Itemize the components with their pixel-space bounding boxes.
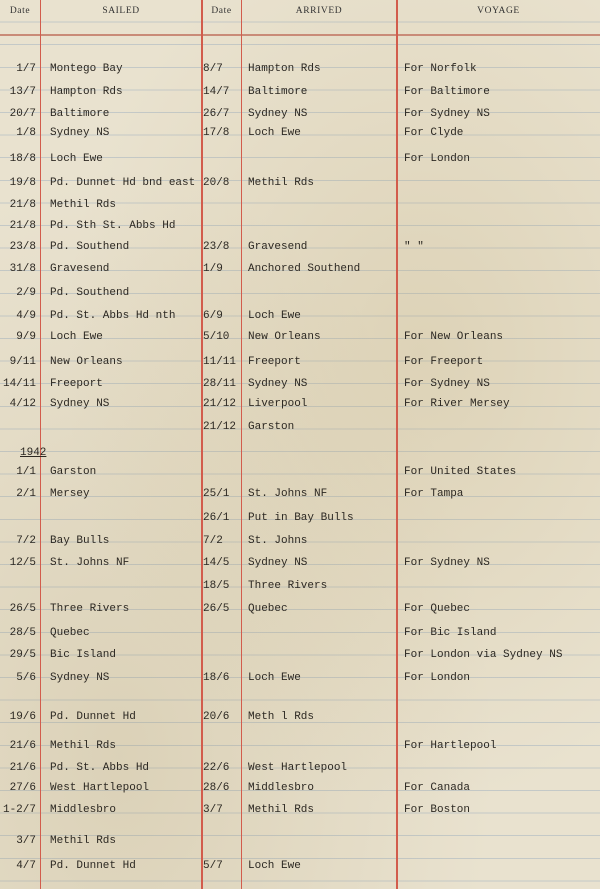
sailed-port: Three Rivers bbox=[50, 603, 130, 615]
header-sailed: SAILED bbox=[102, 6, 140, 16]
arrived-port: New Orleans bbox=[248, 331, 321, 343]
sailed-port: Methil Rds bbox=[50, 740, 117, 752]
sailed-date: 4/9 bbox=[16, 310, 36, 322]
sailed-port: Mersey bbox=[50, 488, 90, 500]
sailed-port: Montego Bay bbox=[50, 63, 123, 75]
arrived-date: 23/8 bbox=[203, 241, 230, 253]
arrived-date: 7/2 bbox=[203, 535, 223, 547]
voyage-note: For Quebec bbox=[404, 603, 471, 615]
sailed-date: 1942 bbox=[20, 447, 47, 459]
sailed-date: 29/5 bbox=[9, 649, 36, 661]
sailed-port: Baltimore bbox=[50, 108, 110, 120]
column-divider bbox=[40, 0, 41, 889]
arrived-date: 5/10 bbox=[203, 331, 230, 343]
sailed-port: Quebec bbox=[50, 627, 90, 639]
sailed-date: 1/7 bbox=[16, 63, 36, 75]
arrived-date: 22/6 bbox=[203, 762, 230, 774]
arrived-port: Sydney NS bbox=[248, 557, 308, 569]
arrived-port: Loch Ewe bbox=[248, 127, 301, 139]
header-date-sailed: Date bbox=[9, 6, 31, 16]
arrived-port: Loch Ewe bbox=[248, 672, 301, 684]
sailed-date: 7/2 bbox=[16, 535, 36, 547]
sailed-port: West Hartlepool bbox=[50, 782, 150, 794]
arrived-date: 28/11 bbox=[203, 378, 237, 390]
sailed-port: Sydney NS bbox=[50, 398, 110, 410]
arrived-date: 1/9 bbox=[203, 263, 223, 275]
arrived-port: West Hartlepool bbox=[248, 762, 348, 774]
voyage-note: For Sydney NS bbox=[404, 557, 490, 569]
sailed-date: 3/7 bbox=[16, 835, 36, 847]
sailed-port: Gravesend bbox=[50, 263, 110, 275]
sailed-date: 1/1 bbox=[16, 466, 36, 478]
arrived-date: 20/8 bbox=[203, 177, 230, 189]
sailed-port: Loch Ewe bbox=[50, 153, 103, 165]
arrived-port: St. Johns NF bbox=[248, 488, 328, 500]
arrived-date: 26/1 bbox=[203, 512, 230, 524]
arrived-port: Gravesend bbox=[248, 241, 308, 253]
sailed-date: 9/9 bbox=[16, 331, 36, 343]
arrived-port: Three Rivers bbox=[248, 580, 328, 592]
arrived-date: 17/8 bbox=[203, 127, 230, 139]
sailed-date: 23/8 bbox=[9, 241, 36, 253]
sailed-date: 1/8 bbox=[16, 127, 36, 139]
voyage-note: For Baltimore bbox=[404, 86, 490, 98]
sailed-date: 9/11 bbox=[9, 356, 36, 368]
arrived-date: 5/7 bbox=[203, 860, 223, 872]
sailed-date: 21/8 bbox=[9, 199, 36, 211]
sailed-date: 14/11 bbox=[2, 378, 36, 390]
arrived-port: Quebec bbox=[248, 603, 288, 615]
arrived-date: 26/5 bbox=[203, 603, 230, 615]
column-divider bbox=[396, 0, 398, 889]
arrived-port: Anchored Southend bbox=[248, 263, 361, 275]
arrived-date: 14/7 bbox=[203, 86, 230, 98]
header-arrived: ARRIVED bbox=[295, 6, 343, 16]
sailed-port: Pd. Sth St. Abbs Hd bbox=[50, 220, 176, 232]
arrived-port: Loch Ewe bbox=[248, 310, 301, 322]
arrived-port: Liverpool bbox=[248, 398, 308, 410]
sailed-port: St. Johns NF bbox=[50, 557, 130, 569]
arrived-port: Middlesbro bbox=[248, 782, 315, 794]
sailed-port: Pd. Dunnet Hd bnd east bbox=[50, 177, 196, 189]
sailed-date: 27/6 bbox=[9, 782, 36, 794]
arrived-date: 11/11 bbox=[203, 356, 237, 368]
column-divider bbox=[241, 0, 242, 889]
sailed-date: 19/6 bbox=[9, 711, 36, 723]
sailed-port: Sydney NS bbox=[50, 127, 110, 139]
sailed-port: Sydney NS bbox=[50, 672, 110, 684]
sailed-date: 1-2/7 bbox=[2, 804, 36, 816]
sailed-date: 26/5 bbox=[9, 603, 36, 615]
voyage-note: For United States bbox=[404, 466, 517, 478]
header-date-arrived: Date bbox=[211, 6, 232, 16]
voyage-note: For London via Sydney NS bbox=[404, 649, 563, 661]
sailed-port: Pd. Dunnet Hd bbox=[50, 860, 136, 872]
arrived-port: Garston bbox=[248, 421, 295, 433]
sailed-port: Freeport bbox=[50, 378, 103, 390]
arrived-port: Loch Ewe bbox=[248, 860, 301, 872]
sailed-port: Pd. Southend bbox=[50, 241, 130, 253]
sailed-port: New Orleans bbox=[50, 356, 123, 368]
arrived-date: 26/7 bbox=[203, 108, 230, 120]
voyage-note: For Canada bbox=[404, 782, 471, 794]
sailed-date: 12/5 bbox=[9, 557, 36, 569]
voyage-note: For River Mersey bbox=[404, 398, 510, 410]
arrived-date: 8/7 bbox=[203, 63, 223, 75]
arrived-port: Put in Bay Bulls bbox=[248, 512, 354, 524]
arrived-date: 18/5 bbox=[203, 580, 230, 592]
sailed-date: 2/9 bbox=[16, 287, 36, 299]
sailed-port: Pd. Southend bbox=[50, 287, 130, 299]
voyage-note: For Sydney NS bbox=[404, 108, 490, 120]
sailed-port: Methil Rds bbox=[50, 835, 117, 847]
sailed-date: 2/1 bbox=[16, 488, 36, 500]
sailed-date: 13/7 bbox=[9, 86, 36, 98]
voyage-note: For Boston bbox=[404, 804, 471, 816]
voyage-note: For New Orleans bbox=[404, 331, 504, 343]
arrived-date: 20/6 bbox=[203, 711, 230, 723]
arrived-date: 21/12 bbox=[203, 398, 237, 410]
voyage-note: For Bic Island bbox=[404, 627, 497, 639]
arrived-port: Freeport bbox=[248, 356, 301, 368]
voyage-note: For London bbox=[404, 153, 471, 165]
sailed-port: Bay Bulls bbox=[50, 535, 110, 547]
sailed-date: 21/8 bbox=[9, 220, 36, 232]
header-rule bbox=[0, 34, 600, 36]
arrived-port: Hampton Rds bbox=[248, 63, 321, 75]
arrived-port: Sydney NS bbox=[248, 378, 308, 390]
sailed-port: Bic Island bbox=[50, 649, 117, 661]
arrived-port: Baltimore bbox=[248, 86, 308, 98]
sailed-port: Garston bbox=[50, 466, 97, 478]
voyage-note: For Freeport bbox=[404, 356, 484, 368]
sailed-port: Hampton Rds bbox=[50, 86, 123, 98]
sailed-port: Methil Rds bbox=[50, 199, 117, 211]
sailed-date: 5/6 bbox=[16, 672, 36, 684]
voyage-note: " " bbox=[404, 241, 424, 253]
header-voyage: VOYAGE bbox=[477, 6, 520, 16]
voyage-note: For Clyde bbox=[404, 127, 464, 139]
arrived-port: Methil Rds bbox=[248, 177, 315, 189]
arrived-port: Methil Rds bbox=[248, 804, 315, 816]
sailed-port: Pd. Dunnet Hd bbox=[50, 711, 136, 723]
sailed-date: 21/6 bbox=[9, 762, 36, 774]
sailed-date: 21/6 bbox=[9, 740, 36, 752]
arrived-port: St. Johns bbox=[248, 535, 308, 547]
voyage-note: For Hartlepool bbox=[404, 740, 497, 752]
arrived-date: 21/12 bbox=[203, 421, 237, 433]
sailed-date: 4/7 bbox=[16, 860, 36, 872]
arrived-port: Sydney NS bbox=[248, 108, 308, 120]
sailed-port: Loch Ewe bbox=[50, 331, 103, 343]
sailed-date: 18/8 bbox=[9, 153, 36, 165]
sailed-port: Pd. St. Abbs Hd bbox=[50, 762, 150, 774]
sailed-date: 19/8 bbox=[9, 177, 36, 189]
sailed-date: 20/7 bbox=[9, 108, 36, 120]
arrived-date: 25/1 bbox=[203, 488, 230, 500]
voyage-note: For Norfolk bbox=[404, 63, 477, 75]
voyage-note: For London bbox=[404, 672, 471, 684]
arrived-date: 3/7 bbox=[203, 804, 223, 816]
sailed-port: Pd. St. Abbs Hd nth bbox=[50, 310, 176, 322]
sailed-port: Middlesbro bbox=[50, 804, 117, 816]
arrived-date: 28/6 bbox=[203, 782, 230, 794]
voyage-note: For Tampa bbox=[404, 488, 464, 500]
voyage-note: For Sydney NS bbox=[404, 378, 490, 390]
arrived-date: 18/6 bbox=[203, 672, 230, 684]
sailed-date: 4/12 bbox=[9, 398, 36, 410]
sailed-date: 28/5 bbox=[9, 627, 36, 639]
arrived-date: 6/9 bbox=[203, 310, 223, 322]
arrived-date: 14/5 bbox=[203, 557, 230, 569]
sailed-date: 31/8 bbox=[9, 263, 36, 275]
arrived-port: Meth l Rds bbox=[248, 711, 315, 723]
